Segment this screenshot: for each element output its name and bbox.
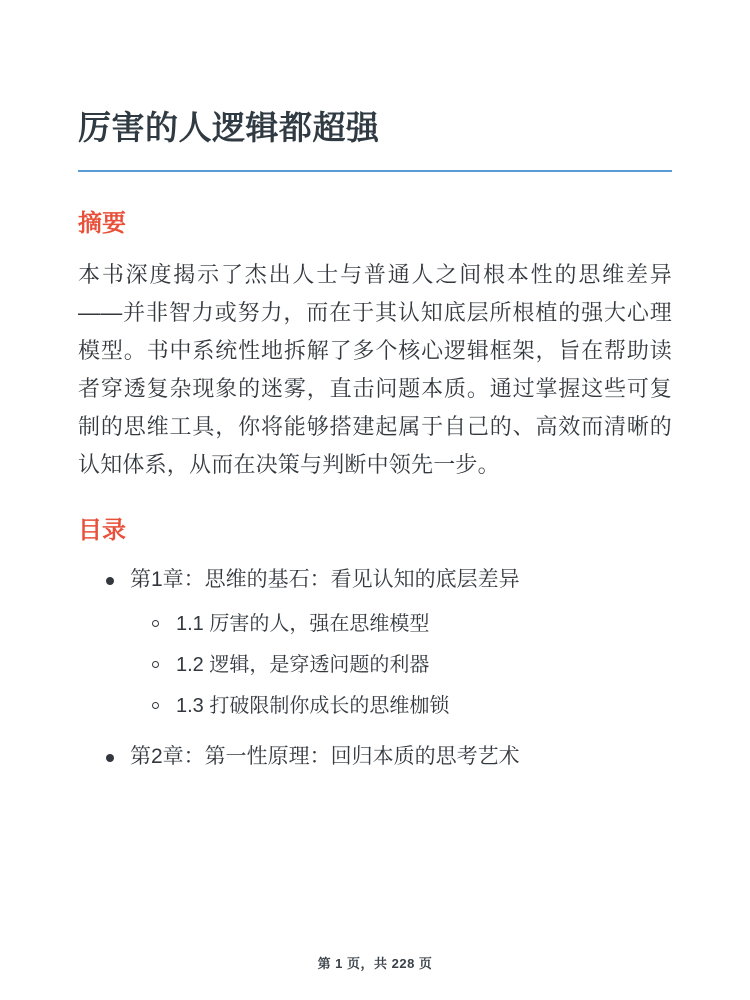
page-footer: 第 1 页，共 228 页 — [317, 956, 433, 971]
toc-heading: 目录 — [78, 517, 126, 545]
toc-section[interactable]: 1.1 厉害的人，强在思维模型 — [130, 610, 672, 639]
table-of-contents — [78, 564, 672, 772]
toc-section[interactable]: 1.2 逻辑，是穿透问题的利器 — [130, 651, 672, 680]
toc-section-list — [130, 610, 672, 721]
page-title: 厉害的人逻辑都超强 — [78, 109, 380, 146]
toc-chapter[interactable] — [78, 564, 672, 721]
title-divider — [78, 170, 672, 172]
toc-chapter[interactable] — [78, 741, 672, 773]
abstract-body: 本书深度揭示了杰出人士与普通人之间根本性的思维差异——并非智力或努力，而在于其认知底层所根植的强大心理模型。书中系统性地拆解了多个核心逻辑框架，旨在帮助读者穿透复杂现象的迷雾，直击问题本质。通过掌握这些可复制的思维工具，你将能够搭建起属于自己的、高效而清晰的认知体系，从而在决策与判断中领先一步。 — [78, 262, 672, 477]
abstract-heading: 摘要 — [78, 209, 126, 237]
toc-chapter-label: 第2章：第一性原理：回归本质的思考艺术 — [130, 744, 520, 768]
toc-chapter-label: 第1章：思维的基石：看见认知的底层差异 — [130, 568, 520, 592]
toc-section[interactable]: 1.3 打破限制你成长的思维枷锁 — [130, 692, 672, 721]
